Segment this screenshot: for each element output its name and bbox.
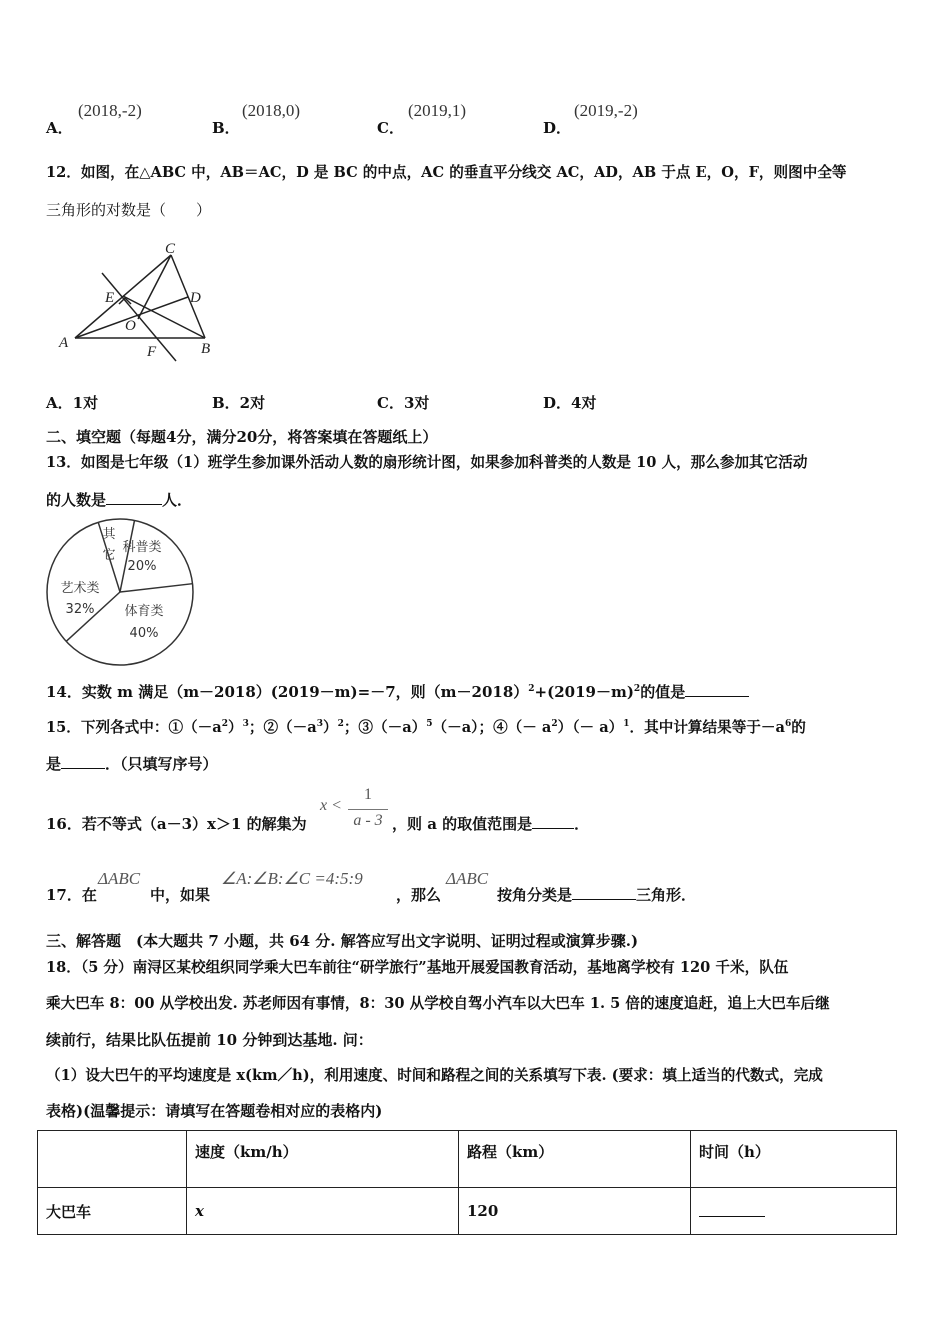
q14	[46, 681, 749, 702]
q14-sup2: 2	[633, 684, 641, 694]
q15-p2: ）	[227, 719, 243, 736]
pie-label-science: 科普类	[122, 540, 162, 555]
q13-line1: 13．如图是七年级（1）班学生参加课外活动人数的扇形统计图，如果参加科普类的人数是 10 人，那么参加其它活动	[46, 454, 808, 471]
q11-option-d-label: D．	[543, 119, 572, 137]
q14-mid: +(2019－m)	[534, 683, 634, 701]
q12-option-d: D．4对	[543, 394, 597, 412]
q11-option-c-value: (2019,1)	[408, 101, 467, 120]
q15-s7: 1	[623, 719, 630, 730]
q16-post-wrap	[392, 813, 589, 834]
q14-answer-blank[interactable]	[685, 682, 749, 697]
table-cell-distance: 120	[459, 1188, 691, 1235]
q15-s4: 2	[337, 719, 344, 730]
section-2-heading: 二、填空题（每题4分，满分20分，将答案填在答题纸上）	[46, 428, 438, 446]
q14-pre: 14．实数 m 满足（m－2018）(2019－m)=－7，则（m－2018）	[46, 683, 529, 701]
q15-s1: 2	[221, 719, 228, 730]
q17-pre: 17．在	[46, 886, 97, 904]
pie-label-other-1: 其	[102, 527, 116, 542]
q15-s2: 3	[242, 719, 249, 730]
q17-mid1: 中，如果	[150, 886, 211, 904]
q14-post: 的值是	[640, 683, 686, 701]
q18-line4: （1）设大巴午的平均速度是 x(km／h)，利用速度、时间和路程之间的关系填写下表. (要求：填上适当的代数式，完成	[46, 1067, 823, 1084]
q15-s3: 3	[316, 719, 323, 730]
q17-mid2: ，那么	[396, 886, 442, 904]
q15-p5: ；③（－a）	[343, 719, 427, 736]
q13-line2	[46, 489, 192, 510]
triangle-figure	[55, 238, 225, 363]
table-header-cell	[38, 1131, 187, 1188]
pie-label-art: 艺术类	[60, 581, 100, 596]
q17-triangle-1: ΔABC	[98, 869, 141, 888]
table-time-blank[interactable]	[699, 1202, 765, 1217]
q17-mid3: 按角分类是	[497, 886, 573, 904]
q17-triangle-2: ΔABC	[446, 869, 489, 888]
point-e-label: E	[105, 290, 115, 306]
q18-table	[37, 1130, 897, 1235]
q11-option-b-label: B．	[212, 119, 240, 137]
pie-chart	[44, 516, 196, 668]
pie-value-sports: 40%	[129, 626, 159, 641]
q15-s6: 2	[551, 719, 558, 730]
q18-line2: 乘大巴车 8：00 从学校出发. 苏老师因有事情，8：30 从学校自驾小汽车以大巴车 1. 5 倍的速度追赶，追上大巴车后继	[46, 995, 830, 1012]
table-header-distance: 路程（km）	[459, 1131, 691, 1188]
q17-tail	[497, 884, 696, 905]
table-header-time: 时间（h）	[691, 1131, 897, 1188]
point-b-label: B	[201, 341, 211, 357]
q16-denominator: a - 3	[353, 812, 383, 829]
q15-line1	[46, 716, 806, 737]
table-header-speed: 速度（km/h）	[187, 1131, 459, 1188]
q13-answer-blank[interactable]	[106, 490, 162, 505]
table-header-row	[38, 1131, 897, 1188]
q16-pre: 16．若不等式（a－3）x＞1 的解集为	[46, 815, 307, 833]
q17-angle-ratio: ∠A:∠B:∠C =4:5:9	[221, 869, 363, 888]
q16-x-lt: x <	[320, 797, 342, 814]
section-3-heading: 三、解答题 (本大题共 7 小题，共 64 分. 解答应写出文字说明、证明过程或演算步骤.)	[46, 932, 639, 950]
q16-post: ，则 a 的取值范围是	[392, 815, 533, 833]
q15-p1: 15．下列各式中：①（－a	[46, 719, 222, 736]
q17-answer-blank[interactable]	[572, 885, 636, 900]
q12-line1: 12．如图，在△ABC 中，AB＝AC，D 是 BC 的中点，AC 的垂直平分线交 AC，AD，AB 于点 E，O，F，则图中全等	[46, 164, 847, 181]
pie-label-sports: 体育类	[124, 604, 164, 619]
q16-answer-blank[interactable]	[532, 814, 574, 829]
q13-line2-pre: 的人数是	[46, 491, 107, 509]
q11-option-b-value: (2018,0)	[242, 101, 301, 120]
point-c-label: C	[165, 241, 176, 257]
q15-s8: 6	[784, 719, 792, 730]
q15-line2	[46, 753, 218, 774]
q15-p9: 的	[791, 719, 806, 736]
q18-line1: 18．（5 分）南浔区某校组织同学乘大巴车前往“研学旅行”基地开展爱国教育活动，基地离学校有 120 千米，队伍	[46, 959, 789, 976]
q14-sup1: 2	[528, 684, 535, 694]
q15-p4: ）	[322, 719, 338, 736]
q16-end: ．	[574, 815, 590, 833]
q11-option-a-value: (2018,-2)	[78, 101, 142, 120]
q11-option-c-label: C．	[377, 119, 404, 137]
table-row	[38, 1188, 897, 1235]
point-f-label: F	[147, 344, 157, 360]
point-a-label: A	[59, 335, 69, 351]
q11-option-d-value: (2019,-2)	[574, 101, 638, 120]
q15-answer-blank[interactable]	[61, 754, 105, 769]
pie-value-art: 32%	[65, 602, 95, 617]
table-cell-speed: x	[187, 1188, 459, 1235]
table-row-label: 大巴车	[38, 1188, 187, 1235]
pie-value-science: 20%	[127, 559, 157, 574]
point-o-label: O	[125, 318, 136, 334]
q18-line3: 续前行，结果比队伍提前 10 分钟到达基地. 问：	[46, 1031, 373, 1049]
q16-fraction-bar	[348, 809, 388, 810]
q16-numerator: 1	[364, 786, 372, 803]
q15-p7: ）（－ a）	[557, 719, 624, 736]
q15-p3: ；②（－a	[248, 719, 317, 736]
point-d-label: D	[190, 290, 201, 306]
q15-p6: （－a）；④（－ a	[432, 719, 552, 736]
q12-option-b: B．2对	[212, 394, 266, 412]
q15-p8: ．其中计算结果等于－a	[629, 719, 785, 736]
q12-line2: 三角形的对数是（ ）	[46, 201, 212, 219]
q12-option-a: A．1对	[46, 394, 99, 412]
table-cell-time	[691, 1188, 897, 1235]
q15-line2-post: ．（只填写序号）	[105, 755, 218, 773]
q17-end: 三角形．	[636, 886, 697, 904]
pie-label-other-2: 它	[102, 548, 116, 563]
q11-option-a-label: A．	[46, 119, 73, 137]
q18-line5: 表格)(温馨提示：请填写在答题卷相对应的表格内)	[46, 1102, 383, 1120]
q15-line2-pre: 是	[46, 755, 62, 773]
q15-s5: 5	[426, 719, 433, 730]
q13-line2-post: 人．	[162, 491, 193, 509]
q12-option-c: C．3对	[377, 394, 430, 412]
